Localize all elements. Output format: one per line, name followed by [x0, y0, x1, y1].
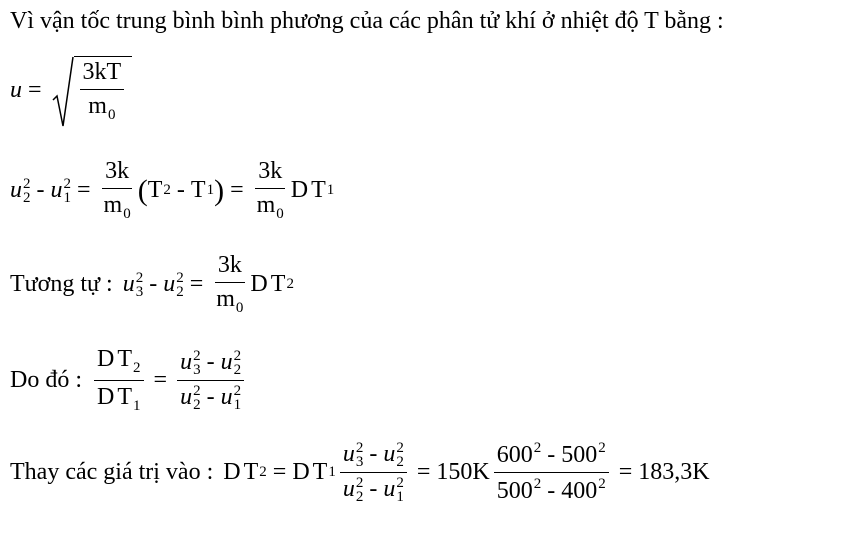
minus-sign: - — [36, 177, 45, 203]
label-tuong-tu: Tương tự : — [10, 271, 113, 297]
equals-sign: = — [618, 459, 633, 485]
sup-sub: 2 2 — [176, 269, 184, 300]
fraction-dt2-over-dt1 — [94, 346, 144, 415]
numerator: $600^2 - 500^2$ — [494, 440, 609, 473]
equals-sign: = — [153, 367, 168, 393]
equals-sign: = — [230, 177, 244, 203]
minus-sign: - — [149, 271, 158, 297]
numerator: u 2 3 - u 2 2 — [177, 349, 244, 381]
symbol-t: T — [311, 177, 326, 203]
symbol-t: T — [270, 271, 286, 297]
symbol-delta: D — [290, 177, 309, 203]
intro-sentence: Vì vận tốc trung bình bình phương của các phân tử khí ở nhiệt độ T bằng : — [10, 8, 724, 34]
denominator: $m_0$ — [256, 192, 284, 222]
numerator: u 2 3 - u 2 2 — [340, 441, 407, 473]
symbol-delta: D — [250, 271, 268, 297]
label-thay: Thay các giá trị vào : — [10, 459, 214, 485]
denominator: $m_0$ — [88, 93, 116, 123]
radical-sign-icon — [52, 56, 74, 124]
fraction-u-squared — [340, 441, 407, 505]
formula-substitution — [10, 440, 710, 505]
symbol-delta: D — [223, 459, 241, 485]
fraction-3kt-over-m0 — [80, 59, 125, 124]
formula-ratio — [10, 346, 248, 415]
fraction-numeric — [494, 440, 609, 505]
denominator: $m_0$ — [216, 286, 244, 316]
symbol-u: u — [163, 271, 176, 297]
denominator: u 2 2 - u 2 1 — [180, 383, 242, 414]
fraction-u-squared — [177, 349, 244, 413]
symbol-u: u — [10, 76, 22, 103]
equals-sign: = — [416, 459, 431, 485]
equals-sign: = — [189, 271, 204, 297]
intro-text — [10, 8, 724, 35]
square-root — [52, 56, 133, 124]
sup-sub: 2 1 — [63, 175, 71, 206]
symbol-delta: D — [292, 459, 310, 485]
value-150k: 150K — [436, 459, 490, 485]
numerator: D $T_2$ — [94, 346, 144, 381]
fraction-3k-over-m0 — [254, 158, 287, 223]
formula-rms-speed — [10, 56, 132, 124]
symbol-t: T — [243, 459, 259, 485]
symbol-u: u — [122, 271, 135, 297]
denominator: D $T_1$ — [97, 384, 141, 414]
symbol-t: T — [190, 177, 206, 203]
denominator: $m_0$ — [103, 192, 131, 222]
symbol-t: T — [147, 177, 163, 203]
numerator: 3k — [102, 158, 132, 189]
numerator: 3k — [255, 158, 285, 189]
subscript: 2 — [259, 464, 267, 480]
left-paren: ( — [137, 173, 148, 207]
radicand — [74, 56, 133, 124]
symbol-u: u — [50, 177, 63, 203]
right-paren: ) — [214, 173, 225, 207]
subscript: 2 — [286, 276, 294, 292]
numerator: 3k — [215, 252, 245, 283]
minus-sign: - — [176, 177, 185, 203]
formula-difference-2 — [10, 252, 294, 317]
sup-sub: 2 3 — [135, 269, 144, 300]
subscript: 1 — [206, 182, 215, 198]
denominator: $500^2 - 400^2$ — [496, 476, 606, 504]
result-value: 183,3K — [638, 459, 710, 485]
subscript: 1 — [326, 182, 335, 198]
subscript: 1 — [328, 464, 336, 480]
label-do-do: Do đó : — [10, 367, 82, 393]
sup-sub: 2 2 — [23, 175, 31, 206]
symbol-t: T — [312, 459, 328, 485]
equals-sign: = — [77, 177, 91, 203]
fraction-3k-over-m0 — [101, 158, 134, 223]
fraction-3k-over-m0 — [213, 252, 246, 317]
symbol-u: u — [10, 177, 22, 203]
formula-difference-1 — [10, 158, 334, 223]
numerator: 3kT — [80, 59, 125, 90]
subscript: 2 — [163, 182, 171, 198]
equals-sign: = — [272, 459, 287, 485]
equals-sign: = — [28, 76, 42, 103]
denominator: u 2 2 - u 2 1 — [342, 475, 404, 506]
